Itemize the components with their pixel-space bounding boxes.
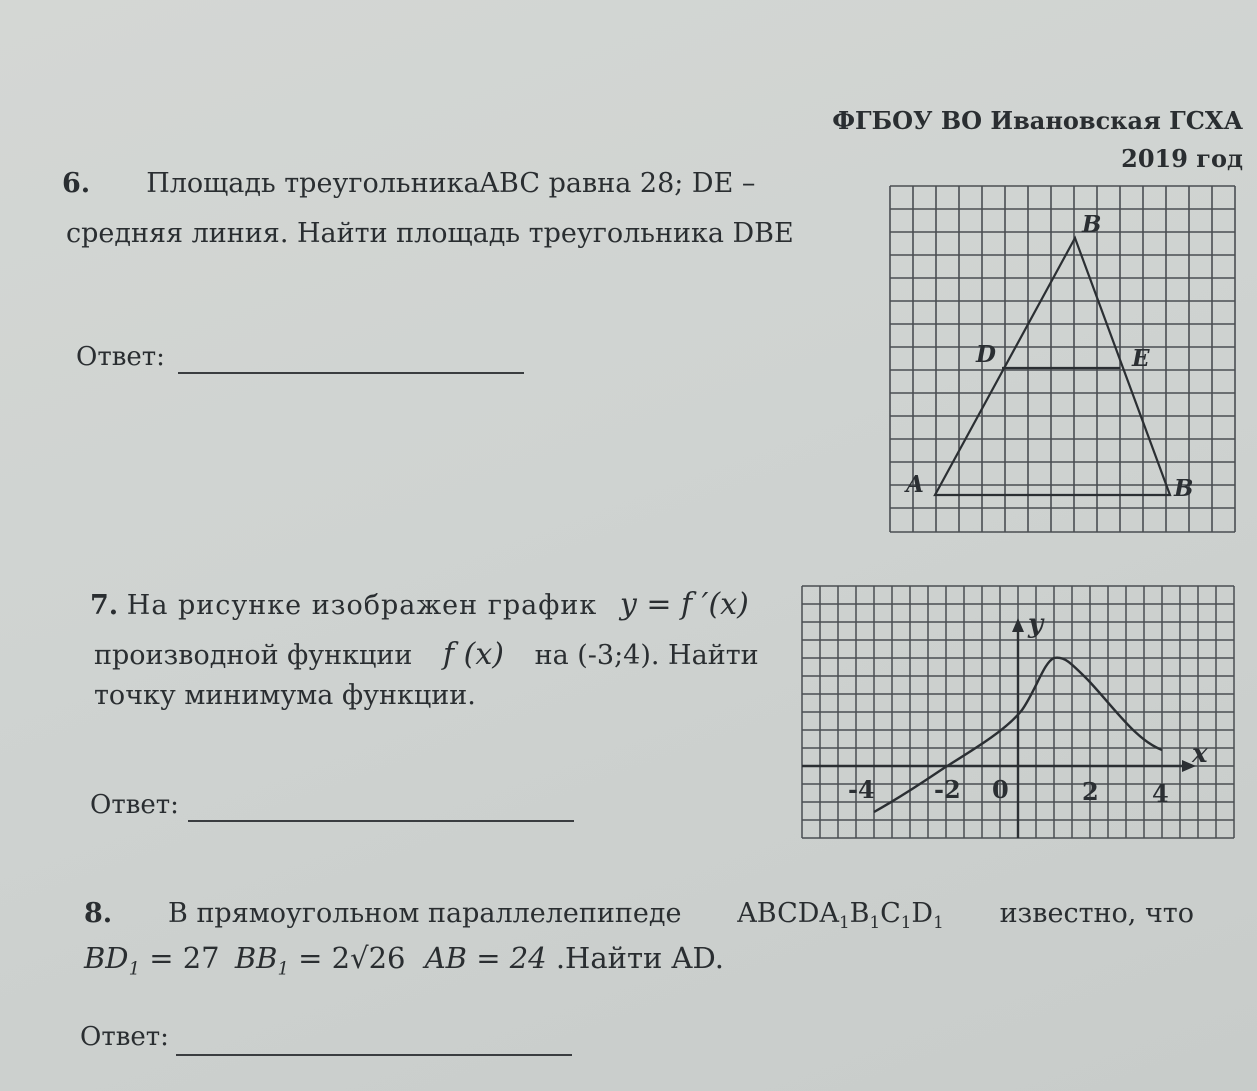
problem7-line3: точку минимума функции.	[94, 680, 476, 711]
problem7-answer-label: Ответ:	[90, 790, 179, 820]
bb1-label: $BB_1$	[234, 941, 289, 980]
problem8-number: 8.	[84, 898, 113, 929]
year-header: 2019 год	[1121, 144, 1243, 173]
graph-axes	[802, 618, 1196, 838]
problem8-line1	[84, 898, 1194, 932]
problem6-number: 6.	[62, 168, 91, 199]
problem6-statement-1: Площадь треугольникаABC равна 28; DE –	[146, 168, 756, 199]
problem7-answer-line[interactable]	[188, 820, 574, 822]
bd1-value: = 27	[149, 941, 220, 975]
derivative-graph	[796, 580, 1246, 845]
problem7-line2	[94, 637, 759, 672]
problem7-derivative-formula: y = f ′(x)	[619, 587, 749, 622]
problem7-line1	[90, 587, 749, 622]
vertex-d-label: D	[976, 341, 996, 368]
vertex-b-top-label: B	[1082, 211, 1102, 238]
ab-value: AB = 24	[424, 941, 547, 975]
y-axis-label: y	[1028, 609, 1044, 639]
problem7-statement-2-tail: на (-3;4). Найти	[534, 640, 759, 671]
tick-label-0: 0	[992, 775, 1009, 804]
problem8-answer-label: Ответ:	[80, 1022, 169, 1052]
tick-label-minus2: -2	[934, 775, 961, 804]
tick-label-2: 2	[1082, 777, 1099, 806]
x-axis-label: x	[1192, 739, 1208, 769]
vertex-b-bottom-label: B	[1174, 475, 1194, 502]
triangle-figure	[880, 180, 1250, 540]
vertex-a-label: A	[906, 471, 924, 498]
tick-label-minus4: -4	[848, 775, 875, 804]
tick-label-4: 4	[1152, 779, 1169, 808]
problem6-line2: средняя линия. Найти площадь треугольника DBE	[66, 218, 794, 249]
problem6-answer-line[interactable]	[178, 372, 524, 374]
problem8-statement-1-tail: известно, что	[999, 898, 1194, 929]
problem8-answer-line[interactable]	[176, 1054, 572, 1056]
problem6-answer-label: Ответ:	[76, 342, 165, 372]
bd1-label: $BD_1$	[84, 941, 140, 980]
vertex-e-label: E	[1132, 345, 1150, 372]
problem8-task: .Найти AD.	[555, 941, 724, 975]
problem6-line1	[62, 170, 755, 197]
problem8-line2	[84, 941, 724, 980]
problem8-statement-1: В прямоугольном параллелепипеде	[168, 898, 682, 929]
problem8-solid-name: $ABCDA_1B_1C_1D_1$	[737, 898, 944, 932]
problem7-function-formula: f (x)	[443, 637, 504, 672]
institution-header: ФГБОУ ВО Ивановская ГСХА	[832, 106, 1243, 135]
problem7-statement-2: производной функции	[94, 640, 413, 671]
bb1-value: = 2√26	[298, 941, 406, 975]
problem7-number: 7.	[90, 590, 119, 621]
problem7-statement-1: На рисунке изображен график	[126, 590, 598, 621]
